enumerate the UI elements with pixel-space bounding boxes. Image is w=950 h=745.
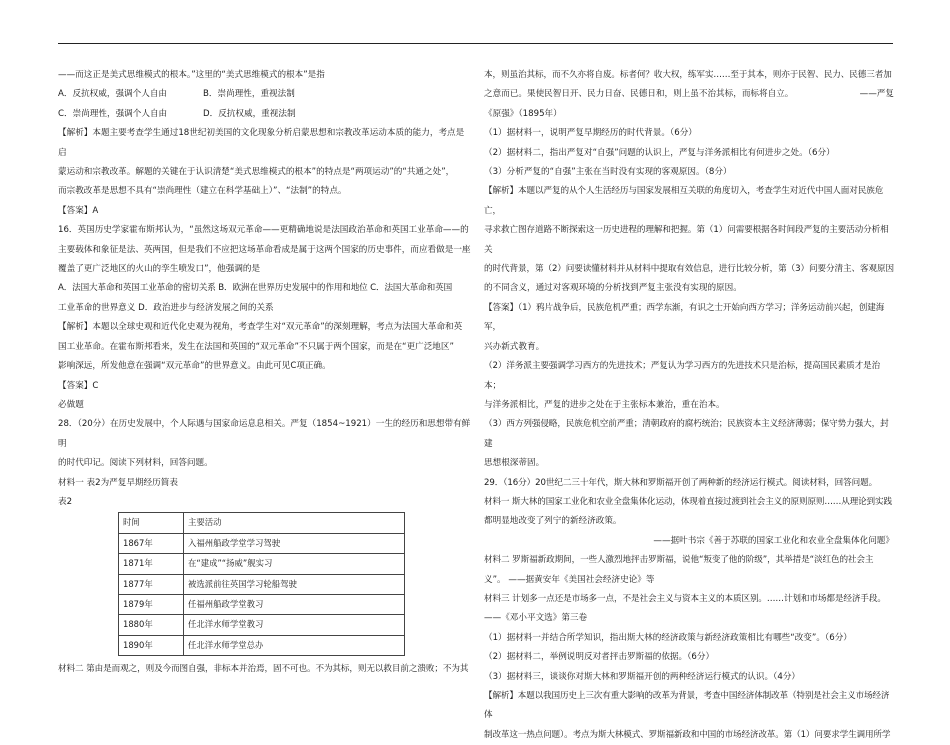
question-29-line: 29．（16分）20世纪二三十年代，斯大林和罗斯福开创了两种新的经济运行模式。阅读材料，回答问题。 — [484, 477, 878, 488]
material-two-source-title: 《原强》（1895年） — [484, 108, 562, 119]
answer-line: 思想根深蒂固。 — [484, 458, 545, 469]
page-top-rule — [58, 43, 893, 44]
analysis-line: 【解析】本题以严复的从个人生活经历与国家发展相互关联的角度切入，考查学生对近代中国人面对民族危亡， — [484, 186, 884, 216]
option-c: C．崇尚理性，强调个人自由 — [58, 108, 168, 119]
options-row-cd — [58, 105, 472, 124]
table-header-cell: 时间 — [119, 513, 184, 533]
material-line: 义”。 ——据黄安年《美国社会经济史论》等 — [484, 574, 655, 585]
table-cell-activity: 任北洋水师学堂教习 — [184, 615, 405, 635]
sub-question: （2）据材料二，举例说明反对者抨击罗斯福的依据。（6分） — [484, 652, 715, 663]
material-line: 材料三 计划多一点还是市场多一点，不是社会主义与资本主义的本质区别。……计划和市场都是经济手段。 — [484, 593, 886, 604]
material-one-label: 材料一 表2为严复早期经历简表 — [58, 477, 178, 488]
sub-question: （1）据材料一并结合所学知识，指出斯大林的经济政策与新经济政策相比有哪些“改变”。（6分） — [484, 632, 852, 643]
table-cell-year: 1890年 — [119, 635, 184, 655]
material-two-line: 材料二 第由是而观之，则及今而图自强，非标本并治焉，固不可也。不为其标，则无以救目前之溃败；不为其 — [58, 664, 469, 675]
option-a: A．反抗权威，强调个人自由 — [58, 89, 168, 100]
table-cell-year: 1877年 — [119, 574, 184, 594]
material-two-line — [484, 85, 894, 104]
table-row — [119, 574, 405, 594]
answer-line: 与洋务派相比，严复的进步之处在于主张标本兼治，重在治本。 — [484, 399, 725, 410]
analysis-line: 的不同含义，通过对客观环境的分析找到严复主张没有实现的原因。 — [484, 283, 742, 294]
sub-question: （1）据材料一，说明严复早期经历的时代背景。（6分） — [484, 128, 697, 139]
answer-line: 兴办新式教育。 — [484, 341, 545, 352]
answer-line: 【答案】（1）鸦片战争后，民族危机严重；西学东渐，有识之士开始向西方学习；洋务运动前兴起，创建海军， — [484, 302, 885, 333]
table-row — [119, 533, 405, 553]
left-column — [58, 66, 472, 680]
table-cell-year: 1879年 — [119, 594, 184, 614]
sub-question: （3）据材料三，谈谈你对斯大林和罗斯福开创的两种经济运行模式的认识。（4分） — [484, 671, 801, 682]
answer-line: （3）西方列强侵略，民族危机空前严重；清朝政府的腐朽统治；民族资本主义经济薄弱；保守势力强大，封建 — [484, 419, 889, 449]
table-row — [119, 615, 405, 635]
question-16-options: A．法国大革命和英国工业革命的密切关系 B．欧洲在世界历史发展中的作用和地位 C．法国大革命和英国 — [58, 283, 453, 294]
analysis-line: 而宗教改革是思想不具有“崇尚理性（建立在科学基础上）”、“法制”的特点。 — [58, 186, 347, 197]
table-cell-activity: 被选派前往英国学习轮船驾驶 — [184, 574, 405, 594]
material-source: ——据叶书宗《善于苏联的国家工业化和农业全盘集体化问题》 — [653, 535, 894, 546]
question-stem-line: ——而这正是美式思维模式的根本。”这里的“美式思维模式的根本”是指 — [58, 70, 325, 80]
options-row-ab — [58, 85, 472, 104]
analysis-line: 国工业革命。在霍布斯邦看来，发生在法国和英国的“双元革命”不只属于两个国家，而是在“更广泛地区” — [58, 341, 454, 352]
material-line: 都明显地改变了列宁的新经济政策。 — [484, 516, 622, 527]
table-caption: 表2 — [58, 496, 73, 507]
table-cell-year: 1867年 — [119, 533, 184, 553]
material-two-text: 之意而已。果使民智日开、民力日奋、民德日和，则上虽不治其标，而标将自立。 — [484, 89, 794, 100]
material-two-line: 本，则虽治其标，而不久亦将自废。标者何？收大权，练军实……至于其本，则亦于民智、民力、民德三者加 — [484, 70, 892, 80]
table-cell-activity: 入福州船政学堂学习驾驶 — [184, 533, 405, 553]
table-cell-activity: 在“建成”“扬威”舰实习 — [184, 554, 405, 574]
answer-line: 【答案】A — [58, 205, 99, 216]
table-cell-year: 1871年 — [119, 554, 184, 574]
table-cell-year: 1880年 — [119, 615, 184, 635]
table-cell-activity: 任福州船政学堂教习 — [184, 594, 405, 614]
question-16-line: 主要载体和象征是法、英两国，但是我们不应把这场革命看成是属于这两个国家的历史事件，而应看做是一座 — [58, 244, 471, 255]
table-row — [119, 554, 405, 574]
question-16-line: 16．英国历史学家霍布斯邦认为，“虽然这场双元革命——更精确地说是法国政治革命和英国工业革命——的 — [58, 225, 469, 236]
section-heading: 必做题 — [58, 399, 84, 410]
analysis-line: 制改革这一热点问题）。考点为斯大林模式、罗斯福新政和中国的市场经济改革。第（1）问要求学生调用所学 — [484, 729, 891, 740]
question-16-options: 工业革命的世界意义 D．政治进步与经济发展之间的关系 — [58, 302, 274, 313]
question-16-line: 覆盖了更广泛地区的火山的孪生喷发口”，他强调的是 — [58, 264, 261, 275]
answer-line: （2）洋务派主要强调学习西方的先进技术；严复认为学习西方的先进技术只是治标，提高国民素质才是治本； — [484, 361, 881, 391]
table-row — [119, 594, 405, 614]
analysis-line: 【解析】本题以我国历史上三次有重大影响的改革为背景，考查中国经济体制改革（特别是社会主义市场经济体 — [484, 691, 890, 721]
material-line: 材料二 罗斯福新政期间，一些人激烈地抨击罗斯福，说他“叛变了他的阶级”，其举措是“淡红色的社会主 — [484, 555, 874, 566]
analysis-line: 【解析】本题以全球史观和近代化史观为视角，考查学生对“双元革命”的深刻理解，考点为法国大革命和英 — [58, 322, 463, 333]
question-28-line: 28．（20分）在历史发展中，个人际遇与国家命运息息相关。严复（1854~1921）一生的经历和思想带有鲜明 — [58, 419, 471, 449]
material-line: 材料一 斯大林的国家工业化和农业全盘集体化运动，体现着直接过渡到社会主义的原则原则……从理论到实践 — [484, 496, 892, 507]
sub-question: （3）分析严复的“自强”主张在当时没有实现的客观原因。（8分） — [484, 167, 732, 178]
material-source: ——《邓小平文选》第三卷 — [484, 613, 588, 624]
table-row — [119, 635, 405, 655]
sub-question: （2）据材料二，指出严复对“自强”问题的认识上，严复与洋务派相比有何进步之处。（6分） — [484, 147, 835, 158]
table-header-row — [119, 513, 405, 533]
analysis-line: 的时代背景，第（2）问要读懂材料并从材料中提取有效信息，进行比较分析，第（3）问要分清主、客观原因 — [484, 264, 894, 275]
analysis-line: 寻求救亡图存道路不断探索这一历史进程的理解和把握。第（1）问需要根据各时间段严复的主要活动分析相关 — [484, 225, 889, 255]
table-cell-activity: 任北洋水师学堂总办 — [184, 635, 405, 655]
answer-line: 【答案】C — [58, 380, 99, 391]
analysis-line: 【解析】本题主要考查学生通过18世纪初美国的文化现象分析启蒙思想和宗教改革运动本质的能力，考点是启 — [58, 128, 465, 158]
experience-table — [118, 512, 405, 656]
table-header-cell: 主要活动 — [184, 513, 405, 533]
option-d: D．反抗权威，重视法制 — [203, 108, 296, 119]
right-column — [484, 66, 894, 745]
option-b: B．崇尚理性，重视法制 — [203, 89, 295, 100]
material-two-source: ——严复 — [859, 89, 894, 100]
question-28-line: 的时代印记。阅读下列材料，回答问题。 — [58, 458, 213, 469]
analysis-line: 蒙运动和宗教改革。解题的关键在于认识清楚“美式思维模式的根本”的特点是“两项运动”的“共通之处”， — [58, 167, 455, 178]
analysis-line: 影响深远，所发他意在强调“双元革命”的世界意义。由此可见C项正确。 — [58, 361, 331, 372]
